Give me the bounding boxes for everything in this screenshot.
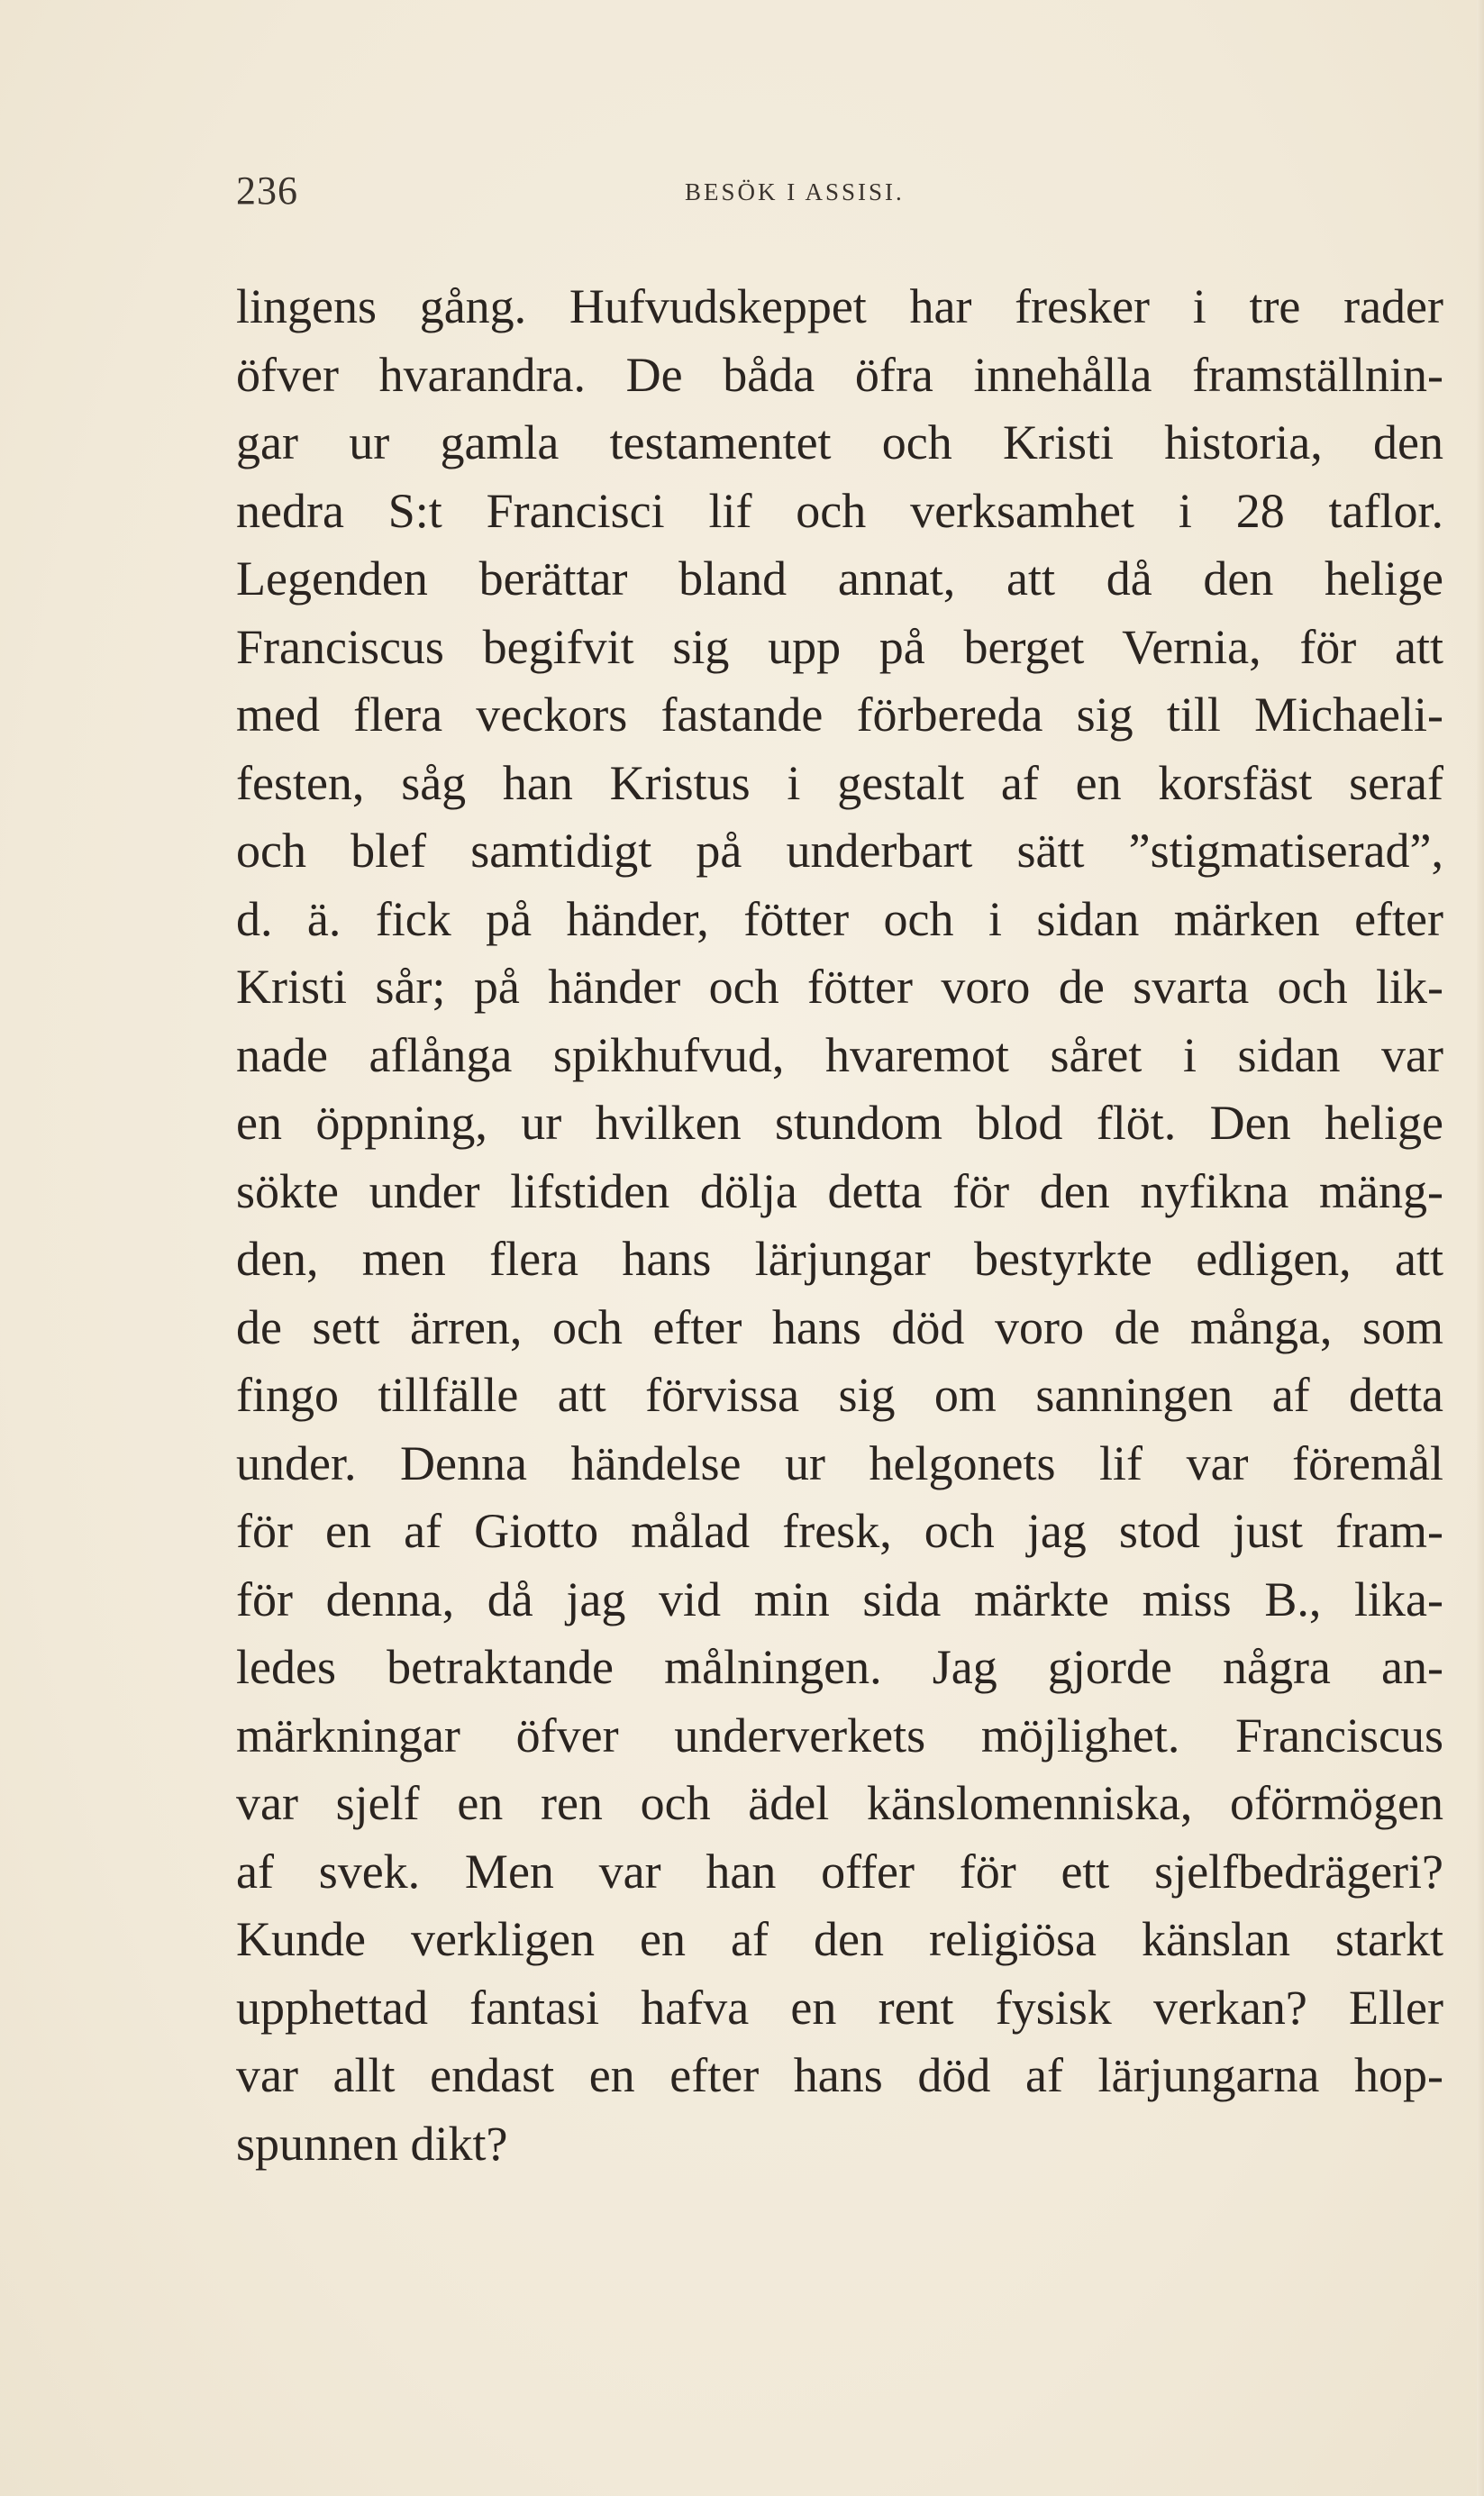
text-line: festen, såg han Kristus i gestalt af en korsfäst seraf	[236, 755, 1443, 810]
text-line: nade aflånga spikhufvud, hvaremot såret i sidan var	[236, 1027, 1443, 1082]
text-line: Franciscus begifvit sig upp på berget Vernia, för att	[236, 619, 1443, 674]
text-line: lingens gång. Hufvudskeppet har fresker i tre rader	[236, 279, 1443, 333]
text-line: under. Denna händelse ur helgonets lif var föremål	[236, 1435, 1443, 1490]
text-line: Kunde verkligen en af den religiösa känslan starkt	[236, 1912, 1443, 1966]
text-line: Kristi sår; på händer och fötter voro de svarta och lik-	[236, 960, 1443, 1014]
text-line: af svek. Men var han offer för ett sjelfbedrägeri?	[236, 1844, 1443, 1899]
text-line: den, men flera hans lärjungar bestyrkte edligen, att	[236, 1232, 1443, 1286]
text-line: Legenden berättar bland annat, att då den helige	[236, 551, 1443, 606]
text-line: fingo tillfälle att förvissa sig om sanningen af detta	[236, 1368, 1443, 1422]
text-line: upphettad fantasi hafva en rent fysisk verkan? Eller	[236, 1980, 1443, 2035]
text-line: d. ä. fick på händer, fötter och i sidan märken efter	[236, 891, 1443, 946]
text-line: de sett ärren, och efter hans död voro de många, som	[236, 1299, 1443, 1354]
running-title: BESÖK I ASSISI.	[685, 178, 905, 205]
text-line: för denna, då jag vid min sida märkte miss B., lika-	[236, 1571, 1443, 1626]
text-line: var allt endast en efter hans död af lärjungarna hop-	[236, 2048, 1443, 2102]
text-line: och blef samtidigt på underbart sätt ”stigmatiserad”,	[236, 824, 1443, 878]
text-line: nedra S:t Francisci lif och verksamhet i 28 taflor.	[236, 483, 1443, 538]
text-line: en öppning, ur hvilken stundom blod flöt. Den helige	[236, 1096, 1443, 1150]
text-line: sökte under lifstiden dölja detta för den nyfikna mäng-	[236, 1163, 1443, 1218]
text-line: med flera veckors fastande förbereda sig till Michaeli-	[236, 688, 1443, 742]
text-line: var sjelf en ren och ädel känslomenniska, oförmögen	[236, 1776, 1443, 1830]
text-line: gar ur gamla testamentet och Kristi historia, den	[236, 415, 1443, 469]
text-line: märkningar öfver underverkets möjlighet. Franciscus	[236, 1708, 1443, 1763]
page-edge	[1477, 0, 1484, 2496]
text-line: för en af Giotto målad fresk, och jag stod just fram-	[236, 1504, 1443, 1558]
page-header	[236, 168, 1353, 222]
page-number: 236	[236, 169, 298, 213]
body-text	[236, 273, 1443, 2178]
text-line: spunnen dikt?	[236, 2116, 508, 2171]
text-line: öfver hvarandra. De båda öfra innehålla framställnin-	[236, 347, 1443, 402]
text-line: ledes betraktande målningen. Jag gjorde några an-	[236, 1640, 1443, 1694]
